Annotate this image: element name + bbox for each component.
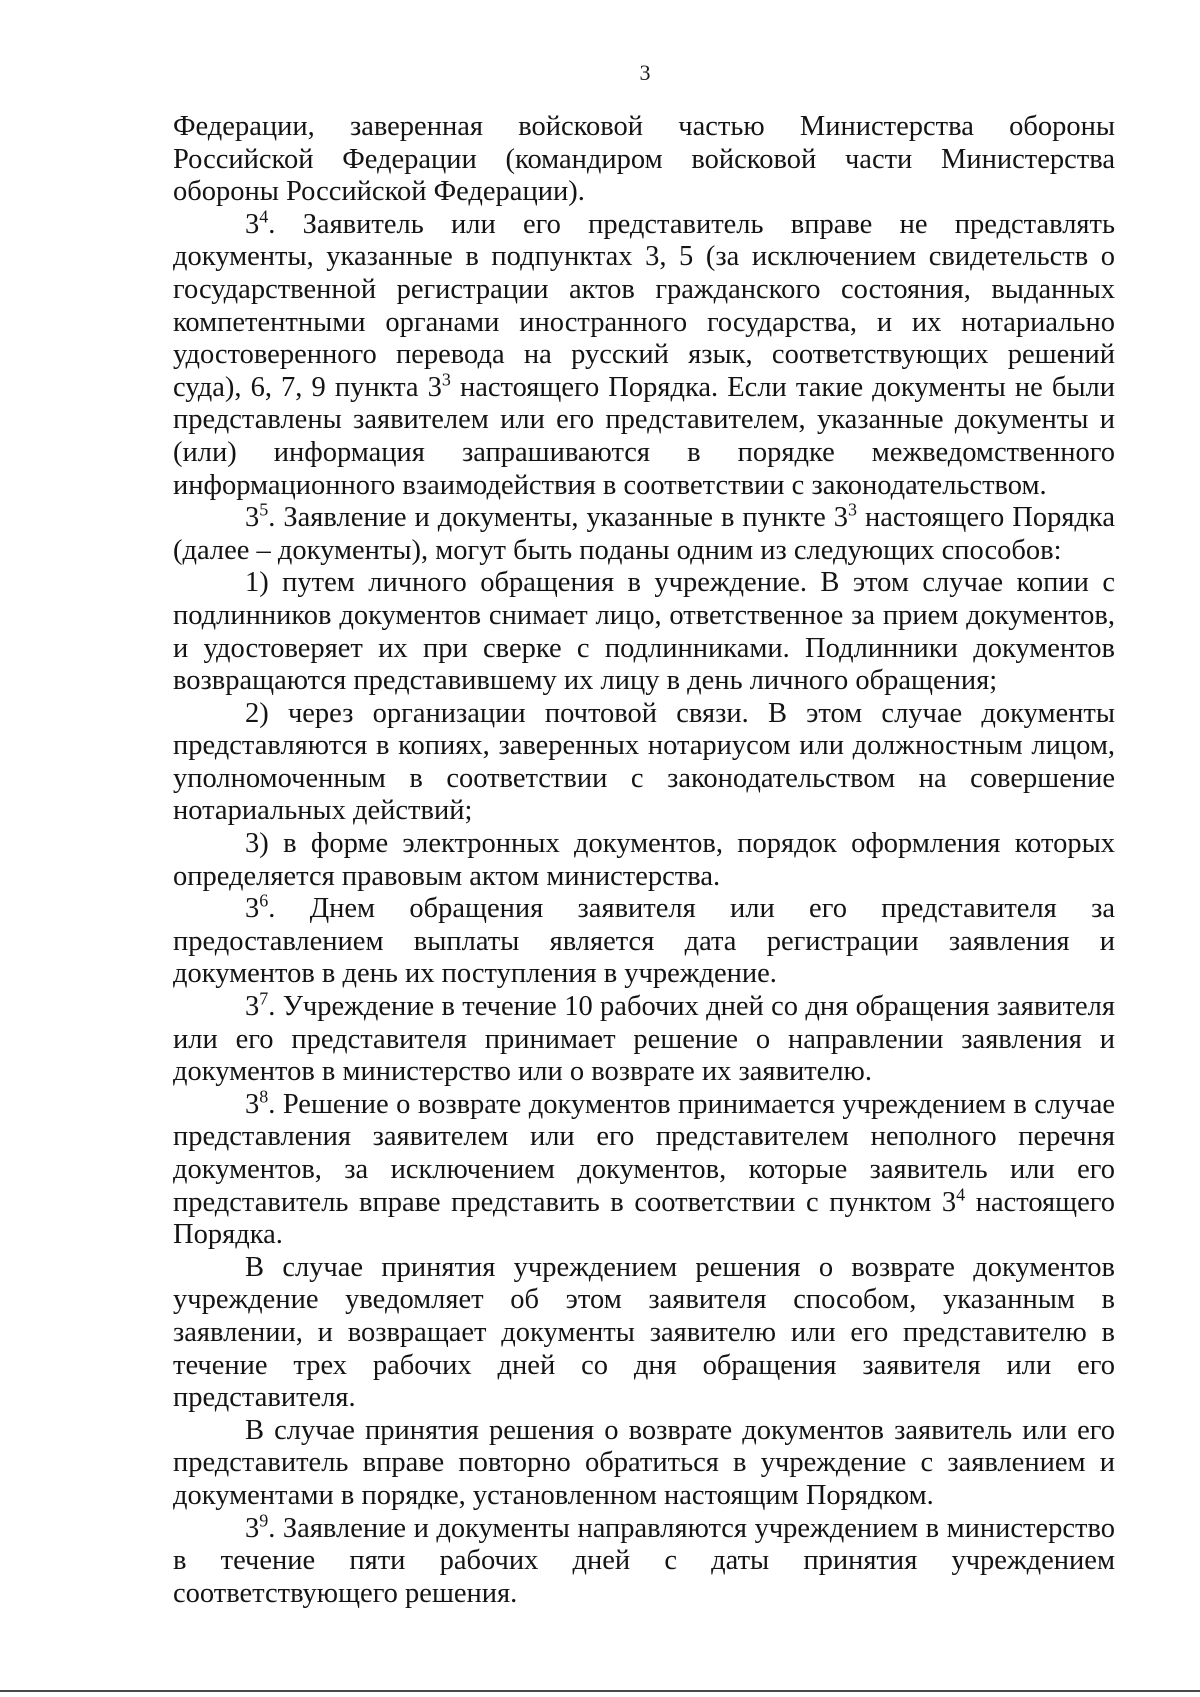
paragraph-text: . Заявитель или его представитель вправе не представлять документы, указанные в подпунктах 3, 5 (за исключением свидетельств о государственной регистрации актов гражданского состояния, выданных компетентными органами иностранного государства, и их нотариально удостоверенного перевода на русский язык, соответствующих решений суда), 6, 7, 9 пункта 3 xyxy=(173,208,1115,403)
paragraph-continuation xyxy=(173,111,1115,209)
reference-superscript: 3 xyxy=(441,369,451,390)
paragraph-text: . Заявление и документы, указанные в пункте 3 xyxy=(268,502,848,534)
paragraph-3-6 xyxy=(173,890,1115,991)
paragraph-text: Федерации, заверенная войсковой частью Министерства обороны Российской Федерации (командиром войсковой части Министерства обороны Российской Федерации). xyxy=(173,111,1115,208)
paragraph-text: 1) путем личного обращения в учреждение. В этом случае копии с подлинников документов снимает лицо, ответственное за прием документов, и удостоверяет их при сверке с подлинниками. Подлинники документов возвращаются представившему их лицу в день личного обращения; xyxy=(173,567,1115,697)
paragraph-3-9 xyxy=(173,1510,1115,1611)
page-number: 3 xyxy=(639,60,651,85)
clause-number: 3 xyxy=(245,208,260,240)
paragraph-text: В случае принятия учреждением решения о возврате документов учреждение уведомляет об этом заявителя способом, указанным в заявлении, и возвращает документы заявителю или его представителю в течение трех рабочих дней со дня обращения заявителя или его представителя. xyxy=(173,1251,1115,1414)
list-item-3 xyxy=(173,828,1115,893)
clause-number: 3 xyxy=(245,991,260,1023)
paragraph-3-4 xyxy=(173,206,1115,502)
bottom-border-line xyxy=(0,1690,1200,1692)
document-body xyxy=(173,111,1115,1610)
clause-superscript: 6 xyxy=(259,890,269,911)
paragraph-3-8 xyxy=(173,1086,1115,1252)
paragraph-text: . Решение о возврате документов принимается учреждением в случае представления заявителем или его представителем неполного перечня документов, за исключением документов, которые заявитель или его представитель вправе представить в соответствии с пунктом 3 xyxy=(173,1088,1115,1218)
clause-superscript: 7 xyxy=(259,988,269,1009)
list-item-1 xyxy=(173,567,1115,697)
clause-number: 3 xyxy=(245,502,260,534)
paragraph-text-tail: настоящего Порядка (далее – документы), могут быть поданы одним из следующих способов: xyxy=(173,502,1115,566)
paragraph-3-7 xyxy=(173,988,1115,1089)
paragraph-text-tail: настоящего Порядка. Если такие документы не были представлены заявителем или его представителем, указанные документы и (или) информация запрашиваются в порядке межведомственного информационного взаимодействия в соответствии с законодательством. xyxy=(173,371,1115,501)
clause-superscript: 5 xyxy=(259,499,269,520)
paragraph-text: . Днем обращения заявителя или его представителя за предоставлением выплаты является дата регистрации заявления и документов в день их поступления в учреждение. xyxy=(173,893,1115,990)
paragraph-3-5 xyxy=(173,499,1115,567)
paragraph-text: 3) в форме электронных документов, порядок оформления которых определяется правовым актом министерства. xyxy=(173,828,1115,892)
reference-superscript: 3 xyxy=(847,499,857,520)
paragraph-text: . Учреждение в течение 10 рабочих дней со дня обращения заявителя или его представителя принимает решение о направлении заявления и документов в министерство или о возврате их заявителю. xyxy=(173,991,1115,1088)
paragraph-text: В случае принятия решения о возврате документов заявитель или его представитель вправе повторно обратиться в учреждение с заявлением и документами в порядке, установленном настоящим Порядком. xyxy=(173,1414,1115,1511)
clause-number: 3 xyxy=(245,1088,260,1120)
clause-superscript: 8 xyxy=(259,1086,269,1107)
clause-superscript: 4 xyxy=(259,206,269,227)
paragraph-return-notice xyxy=(173,1252,1115,1415)
list-item-2 xyxy=(173,698,1115,828)
reference-superscript: 4 xyxy=(956,1184,966,1205)
clause-number: 3 xyxy=(245,1512,260,1544)
paragraph-text: 2) через организации почтовой связи. В этом случае документы представляются в копиях, заверенных нотариусом или должностным лицом, уполномоченным в соответствии с законодательством на совершение нотариальных действий; xyxy=(173,697,1115,827)
clause-superscript: 9 xyxy=(259,1510,269,1531)
clause-number: 3 xyxy=(245,893,260,925)
paragraph-reapply xyxy=(173,1415,1115,1513)
paragraph-text-tail: настоящего Порядка. xyxy=(173,1186,1115,1251)
paragraph-text: . Заявление и документы направляются учреждением в министерство в течение пяти рабочих дней с даты принятия учреждением соответствующего решения. xyxy=(173,1512,1115,1609)
